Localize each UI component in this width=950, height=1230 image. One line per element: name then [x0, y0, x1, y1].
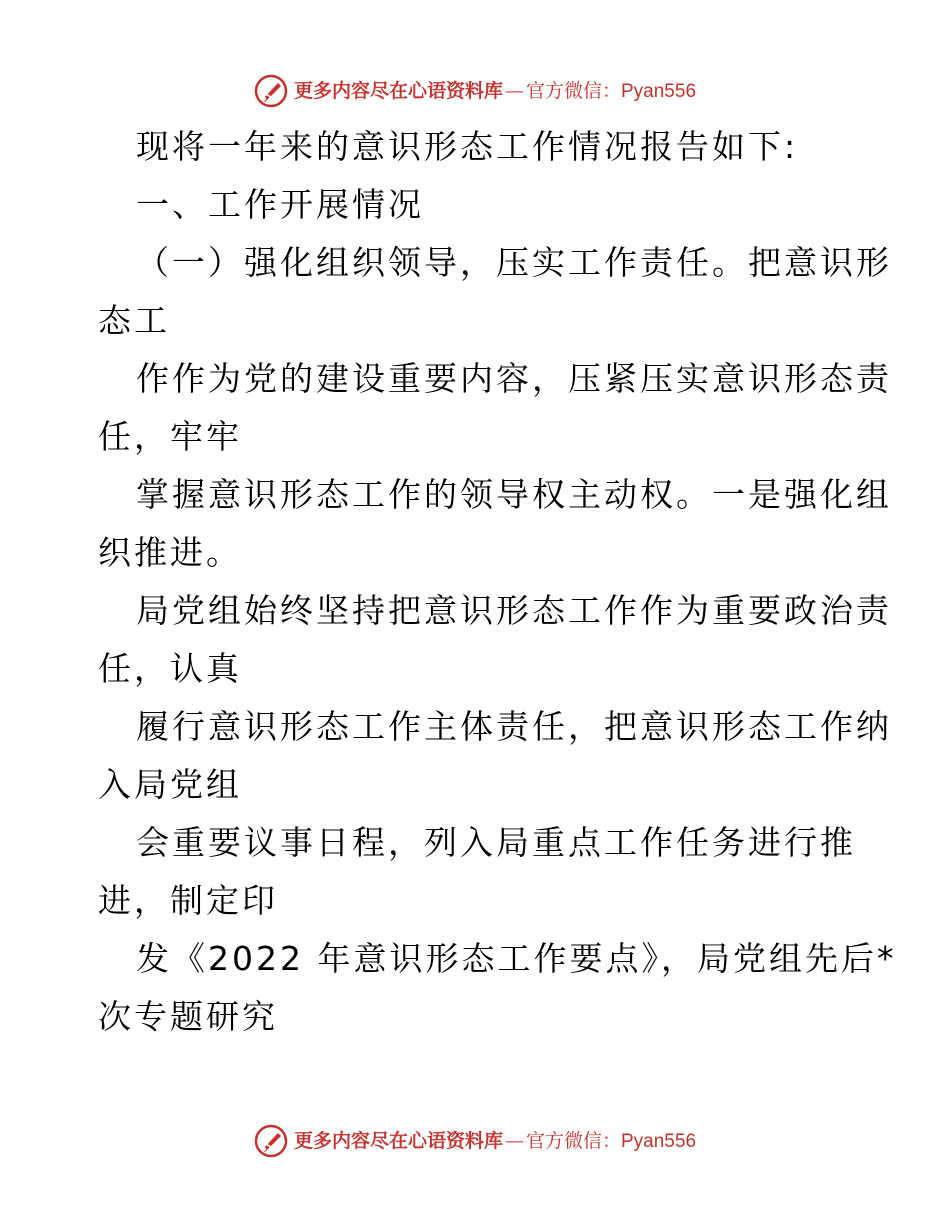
paragraph-line: 掌握意识形态工作的领导权主动权。一是强化组 [136, 475, 892, 514]
paragraph-line: 入局党组 [98, 765, 242, 804]
paragraph-line: 现将一年来的意识形态工作情况报告如下: [136, 127, 799, 166]
section-heading: 一、工作开展情况 [136, 185, 424, 224]
watermark-prefix: 更多内容尽在心语资料库 [293, 1129, 503, 1152]
paragraph-line: 织推进。 [98, 533, 242, 572]
footer-watermark [0, 1124, 950, 1158]
watermark-prefix: 更多内容尽在心语资料库 [293, 79, 503, 102]
paragraph-line: 发《2022 年意识形态工作要点》，局党组先后* [136, 939, 897, 978]
watermark-separator: — [504, 1129, 524, 1152]
paragraph-line: 次专题研究 [98, 997, 278, 1036]
watermark-wechat-label: 官方微信： [525, 1129, 621, 1152]
watermark-separator: — [504, 79, 524, 102]
paragraph-line: 履行意识形态工作主体责任，把意识形态工作纳 [136, 707, 892, 746]
paragraph-line: 作作为党的建设重要内容，压紧压实意识形态责 [136, 359, 892, 398]
paragraph-line: 会重要议事日程，列入局重点工作任务进行推 [136, 823, 856, 862]
paragraph-line: （一）强化组织领导，压实工作责任。把意识形 [136, 243, 892, 282]
document-body [98, 118, 897, 1046]
paragraph-line: 任，认真 [98, 649, 242, 688]
paragraph-line: 进，制定印 [98, 881, 278, 920]
quill-pen-logo-icon [254, 1124, 288, 1158]
watermark-wechat-id: Pyan556 [621, 80, 697, 102]
watermark-wechat-label: 官方微信： [525, 79, 621, 102]
quill-pen-logo-icon [254, 74, 288, 108]
paragraph-line: 态工 [98, 301, 170, 340]
watermark-wechat-id: Pyan556 [621, 1130, 697, 1152]
header-watermark [0, 74, 950, 108]
paragraph-line: 局党组始终坚持把意识形态工作作为重要政治责 [136, 591, 892, 630]
paragraph-line: 任，牢牢 [98, 417, 242, 456]
